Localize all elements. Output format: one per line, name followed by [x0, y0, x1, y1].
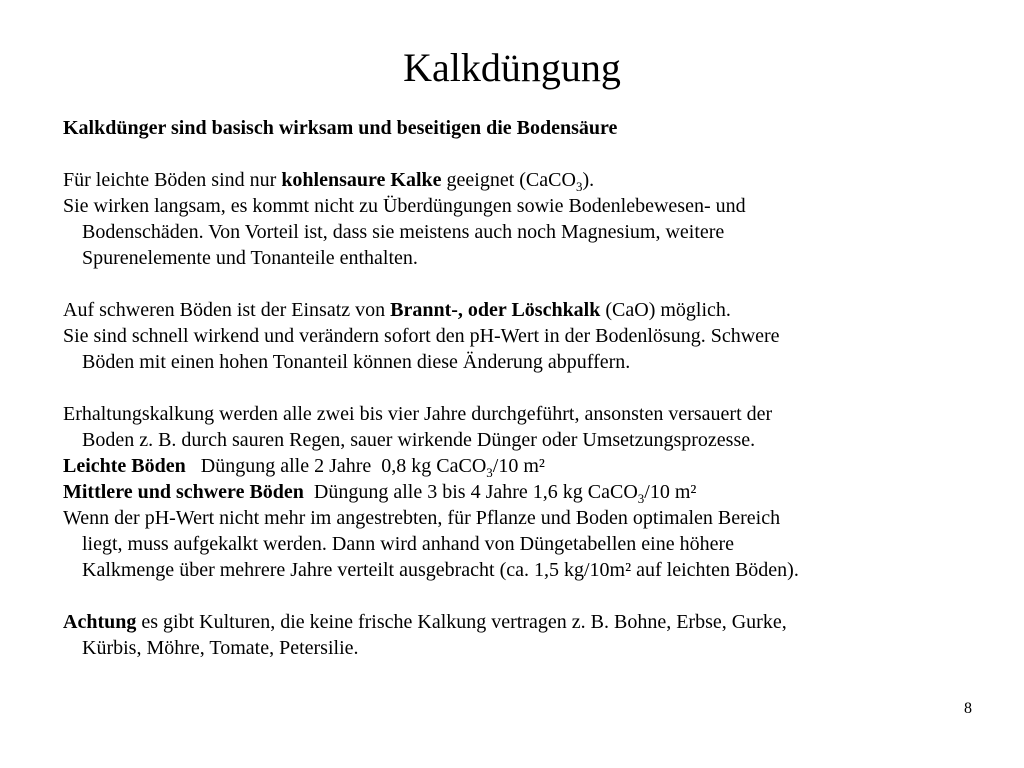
text: (CaO) möglich. — [600, 299, 731, 321]
text: liegt, muss aufgekalkt werden. Dann wird anhand von Düngetabellen eine höhere — [82, 533, 735, 555]
text: Erhaltungskalkung werden alle zwei bis vier Jahre durchgeführt, ansonsten versauert der — [63, 403, 773, 425]
text: Sie wirken langsam, es kommt nicht zu Überdüngungen sowie Bodenlebewesen- und — [63, 195, 746, 217]
text: /10 m² — [492, 455, 545, 477]
text: es gibt Kulturen, die keine frische Kalkung vertragen z. B. Bohne, Erbse, Gurke, — [136, 611, 787, 633]
spacer — [63, 583, 963, 609]
line-heavy-soils-dosage — [63, 479, 963, 505]
text: ). — [582, 169, 595, 191]
spacer — [63, 375, 963, 401]
paragraph-light-soils-detail — [63, 193, 963, 271]
slide-title: Kalkdüngung — [403, 45, 621, 90]
paragraph-heavy-soils — [63, 297, 963, 323]
subscript: 3 — [486, 465, 493, 480]
text: Auf schweren Böden ist der Einsatz von — [63, 299, 391, 321]
slide-body — [63, 115, 963, 661]
subscript: 3 — [637, 491, 645, 506]
text: Boden z. B. durch sauren Regen, sauer wirkende Dünger oder Umsetzungsprozesse. — [82, 429, 756, 451]
paragraph-warning — [63, 609, 963, 661]
text: Spurenelemente und Tonanteile enthalten. — [82, 247, 418, 269]
text: Kalkmenge über mehrere Jahre verteilt ausgebracht (ca. 1,5 kg/10m² auf leichten Böden). — [82, 559, 799, 581]
text: /10 m² — [644, 481, 697, 503]
spacer — [63, 271, 963, 297]
paragraph-ph-correction — [63, 505, 963, 583]
text: Kürbis, Möhre, Tomate, Petersilie. — [82, 637, 359, 659]
paragraph-light-soils — [63, 167, 963, 193]
bold-term: Leichte Böden — [63, 455, 186, 477]
bold-term: kohlensaure Kalke — [281, 169, 442, 191]
subscript: 3 — [575, 179, 583, 194]
text: Düngung alle 2 Jahre 0,8 kg CaCO — [185, 455, 487, 477]
text: Wenn der pH-Wert nicht mehr im angestrebten, für Pflanze und Boden optimalen Bereich — [63, 507, 781, 529]
bold-term: Brannt-, oder Löschkalk — [390, 299, 601, 321]
text: Bodenschäden. Von Vorteil ist, dass sie meistens auch noch Magnesium, weitere — [82, 221, 725, 243]
bold-term: Mittlere und schwere Böden — [63, 481, 304, 503]
paragraph-heavy-soils-detail — [63, 323, 963, 375]
text: Böden mit einen hohen Tonanteil können diese Änderung abpuffern. — [82, 351, 631, 373]
page-number: 8 — [964, 700, 972, 717]
paragraph-maintenance-liming — [63, 401, 963, 453]
bold-term: Achtung — [63, 611, 137, 633]
text: Sie sind schnell wirkend und verändern sofort den pH-Wert in der Bodenlösung. Schwere — [63, 325, 780, 347]
text: Für leichte Böden sind nur — [63, 169, 282, 191]
heading-statement: Kalkdünger sind basisch wirksam und beseitigen die Bodensäure — [63, 117, 618, 139]
line-light-soils-dosage — [63, 453, 963, 479]
text: geeignet (CaCO — [441, 169, 576, 191]
spacer — [63, 141, 963, 167]
text: Düngung alle 3 bis 4 Jahre 1,6 kg CaCO — [303, 481, 638, 503]
